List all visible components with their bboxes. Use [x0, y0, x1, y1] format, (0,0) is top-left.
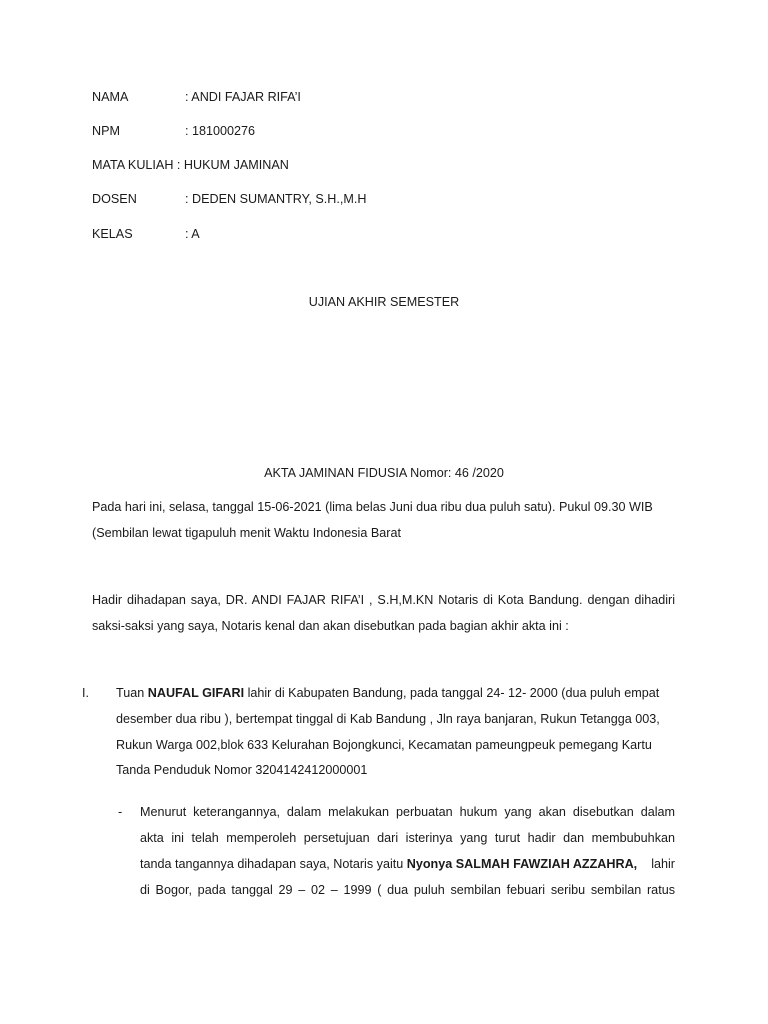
header-mata-kuliah-row — [92, 157, 289, 173]
consent-line-1: Menurut keterangannya, dalam melakukan perbuatan hukum yang akan disebutkan dalam — [140, 805, 675, 819]
consent-line-3 — [140, 856, 675, 872]
header-npm-label: NPM — [92, 124, 120, 138]
header-mata-kuliah-label: MATA KULIAH — [92, 158, 174, 172]
party-one-line-3: Rukun Warga 002,blok 633 Kelurahan Bojongkunci, Kecamatan pameungpeuk pemegang Kartu — [116, 738, 652, 752]
party-one-name: NAUFAL GIFARI — [147, 686, 245, 700]
party-one-line-2: desember dua ribu ), bertempat tinggal di Kab Bandung , Jln raya banjaran, Rukun Tetangga 003, — [116, 712, 660, 726]
opening-line-1: Pada hari ini, selasa, tanggal 15-06-2021 (lima belas Juni dua ribu dua puluh satu). Pukul 09.30 WIB — [92, 500, 653, 514]
header-mata-kuliah-value: : HUKUM JAMINAN — [176, 158, 289, 172]
header-dosen-row — [92, 191, 366, 207]
consent-line-2: akta ini telah memperoleh persetujuan dari isterinya yang turut hadir dan membubuhkan — [140, 831, 675, 845]
consent-spouse-name: Nyonya SALMAH FAWZIAH AZZAHRA, — [406, 857, 638, 871]
opening-line-2: (Sembilan lewat tigapuluh menit Waktu Indonesia Barat — [92, 526, 401, 540]
header-dosen-value: : DEDEN SUMANTRY, S.H.,M.H — [185, 192, 367, 206]
appearance-line-1: Hadir dihadapan saya, DR. ANDI FAJAR RIFA’I , S.H,M.KN Notaris di Kota Bandung. dengan dihadiri — [92, 593, 675, 607]
header-npm-value: : 181000276 — [185, 124, 256, 138]
header-dosen-label: DOSEN — [92, 192, 137, 206]
exam-title: UJIAN AKHIR SEMESTER — [308, 295, 460, 309]
party-one-marker: I. — [82, 686, 89, 700]
consent-marker: - — [118, 805, 123, 819]
party-one-line-4: Tanda Penduduk Nomor 3204142412000001 — [116, 763, 368, 777]
appearance-line-2: saksi-saksi yang saya, Notaris kenal dan akan disebutkan pada bagian akhir akta ini : — [92, 619, 569, 633]
header-npm-row — [92, 123, 255, 139]
header-kelas-value: : A — [185, 227, 200, 241]
party-one-line-1-rest: lahir di Kabupaten Bandung, pada tanggal 24- 12- 2000 (dua puluh empat — [244, 686, 660, 700]
consent-line-3-prefix: tanda tangannya dihadapan saya, Notaris yaitu — [140, 857, 407, 871]
consent-line-3-suffix: lahir — [651, 857, 675, 871]
header-nama-label: NAMA — [92, 90, 129, 104]
header-kelas-row — [92, 226, 200, 242]
party-one-title: Tuan — [116, 686, 148, 700]
header-nama-row — [92, 89, 301, 105]
party-one-line-1 — [116, 685, 659, 701]
deed-title: AKTA JAMINAN FIDUSIA Nomor: 46 /2020 — [264, 466, 504, 480]
header-kelas-label: KELAS — [92, 227, 133, 241]
header-nama-value: : ANDI FAJAR RIFA’I — [185, 90, 301, 104]
consent-line-4: di Bogor, pada tanggal 29 – 02 – 1999 ( dua puluh sembilan febuari seribu sembilan ratus — [140, 883, 675, 897]
